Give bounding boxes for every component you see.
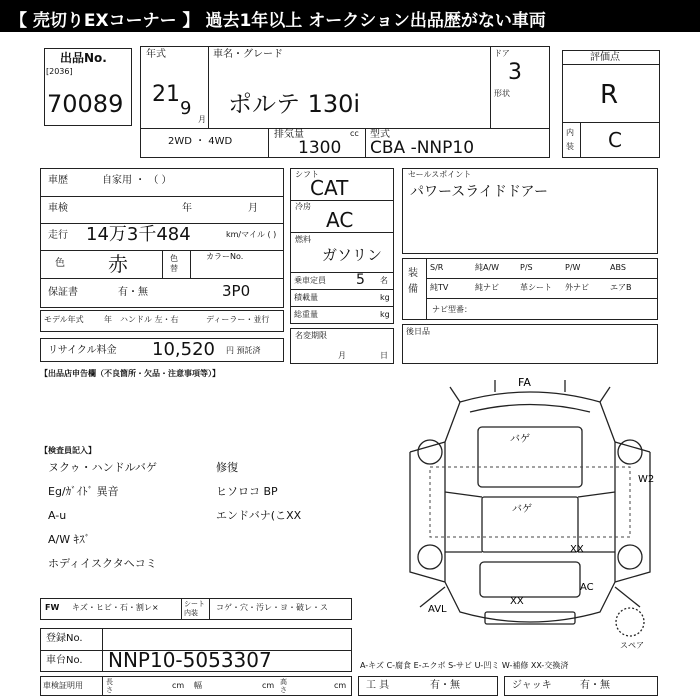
handle-value: ハンドル 左・右: [120, 315, 179, 324]
car-name-value: ポルテ 130i: [228, 90, 361, 118]
interior-label: 内装: [566, 128, 574, 151]
navi-label: ナビ型番：: [432, 305, 472, 314]
load-label: 積載量: [294, 293, 318, 302]
weight-label: 総重量: [294, 310, 318, 319]
auction-header: 【 売切りEXコーナー 】 過去1年以上 オークション出品歴がない車両: [0, 0, 700, 32]
sheet-detail: コゲ・穴・汚レ・ヨ・破レ・ス: [216, 603, 328, 612]
equipment-item: P/W: [565, 263, 581, 272]
registration-label: 登録No.: [46, 633, 83, 644]
car-diagram: [400, 372, 660, 660]
legend-text: A-キズ C-腐食 E-エクボ S-サビ U-凹ミ W-補修 XX-交換済: [360, 661, 569, 670]
equipment-item: S/R: [430, 263, 444, 272]
cert-width: 幅: [194, 681, 202, 690]
damage-mark: W2: [638, 474, 655, 485]
model-year-label: モデル年式: [44, 315, 84, 324]
jack-label: ジャッキ: [512, 680, 552, 691]
dealer-value: ディーラー・並行: [206, 315, 270, 324]
report-label: 【出品店申告欄（不良箇所・欠品・注意事項等）】: [40, 369, 220, 378]
inspector-note: ヒソロコ BP: [216, 485, 278, 498]
chassis-label: 車台No.: [46, 655, 83, 666]
year-label: 年式: [146, 49, 166, 60]
sheet-label: シート内装: [184, 600, 205, 617]
svg-text:FA: FA: [518, 376, 531, 389]
inspector-note: A-u: [48, 509, 67, 522]
model-label: 型式: [370, 129, 390, 140]
cert-height: 高さ: [280, 678, 287, 694]
name-change-label: 名変期限: [295, 331, 327, 340]
after-date-box: [402, 324, 658, 364]
fuel-value: ガソリン: [322, 246, 383, 264]
damage-mark: XX: [570, 544, 584, 555]
inspector-note: エンドバナ(こXX: [216, 509, 302, 522]
cert-unit-1: cm: [172, 681, 185, 690]
cert-unit-2: cm: [262, 681, 275, 690]
equipment-item: エアB: [610, 283, 632, 292]
sales-point-label: セールスポイント: [408, 170, 472, 179]
fw-detail: キズ・ヒビ・石・割レ×: [72, 603, 159, 612]
inspector-note: Eg/ｶﾞｲﾄﾞ 異音: [48, 485, 119, 498]
jack-value: 有・無: [580, 680, 610, 691]
lot-label: 出品No.: [60, 51, 107, 65]
equipment-label: 装備: [408, 268, 418, 295]
after-date-label: 後日品: [406, 327, 430, 336]
spare-label: スペア: [620, 641, 644, 650]
lot-number: 70089: [47, 90, 124, 118]
equipment-item: ABS: [610, 263, 626, 272]
damage-mark: AVL: [428, 604, 447, 615]
equipment-item: P/S: [520, 263, 533, 272]
lot-sub-code: [2036]: [46, 67, 73, 76]
equipment-item: 純TV: [430, 283, 449, 292]
inspector-note: A/W ｷｽﾞ: [48, 533, 91, 546]
recycle-unit: 円 預託済: [226, 346, 261, 355]
capacity-value: 5: [356, 272, 365, 288]
equipment-item: 外ナビ: [565, 283, 589, 292]
doors-label: ドア: [494, 49, 510, 58]
inspector-note: ヌクゥ・ハンドルバゲ: [48, 461, 157, 474]
damage-mark: バゲ: [510, 434, 530, 445]
displacement-unit: cc: [350, 129, 359, 138]
equipment-item: 純A/W: [475, 263, 500, 272]
damage-mark: バゲ: [512, 504, 532, 515]
color-value: 赤: [108, 252, 128, 276]
model-value: CBA -NNP10: [370, 138, 475, 158]
damage-mark: XX: [510, 596, 524, 607]
recycle-label: リサイクル料金: [48, 345, 117, 356]
doors-value: 3: [508, 60, 522, 85]
year-value: 21: [152, 82, 180, 107]
cert-length: 長さ: [106, 678, 113, 694]
year-month-unit: 月: [198, 115, 206, 124]
mileage-unit: km/マイル ( ): [226, 230, 277, 239]
sales-point-box: [402, 168, 658, 254]
name-change-month: 月: [338, 351, 346, 360]
shift-value: CAT: [310, 176, 349, 200]
equipment-item: 革シート: [520, 283, 552, 292]
interior-value: C: [608, 128, 622, 152]
fw-label: FW: [45, 603, 60, 612]
sales-point-value: パワースライドドアー: [410, 184, 549, 200]
warranty-value: 有・無: [118, 287, 148, 298]
aircon-value: AC: [326, 208, 354, 232]
weight-unit: kg: [380, 310, 390, 319]
displacement-value: 1300: [298, 138, 342, 158]
damage-mark: AC: [580, 582, 594, 593]
shift-label: シフト: [295, 170, 319, 179]
inspector-note: ホディイスクタヘコミ: [48, 557, 157, 570]
capacity-unit: 名: [380, 276, 388, 285]
inspector-note: 修復: [216, 461, 238, 474]
mileage-value: 14万3千484: [86, 224, 191, 245]
year-month: 9: [180, 98, 192, 119]
mileage-label: 走行: [48, 230, 68, 241]
name-change-day: 日: [380, 351, 388, 360]
model-year-unit: 年: [104, 315, 112, 324]
inspection-month-unit: 月: [248, 203, 258, 214]
load-unit: kg: [380, 293, 390, 302]
capacity-label: 乗車定員: [294, 276, 326, 285]
chassis-value: NNP10-5053307: [108, 648, 272, 672]
equipment-item: 純ナビ: [475, 283, 499, 292]
history-label: 車歴: [48, 175, 68, 186]
shape-label: 形状: [494, 89, 510, 98]
aircon-label: 冷房: [295, 202, 311, 211]
tools-label: 工 具: [366, 680, 390, 691]
warranty-label: 保証書: [48, 287, 78, 298]
color-no-label: カラーNo.: [206, 252, 244, 261]
car-name-label: 車名・グレード: [213, 49, 283, 60]
inspection-year-unit: 年: [182, 203, 192, 214]
fuel-label: 燃料: [295, 235, 311, 244]
tools-value: 有・無: [430, 680, 460, 691]
displacement-label: 排気量: [274, 129, 304, 140]
cert-label: 車検証明用: [43, 681, 83, 690]
inspector-label: 【検査員記入】: [40, 446, 96, 455]
color-no-value: 3P0: [222, 282, 251, 300]
color-changed-label: 色替: [170, 254, 178, 273]
fa-mark: [518, 376, 531, 389]
score-label: 評価点: [590, 52, 620, 63]
color-label: 色: [55, 258, 65, 269]
recycle-value: 10,520: [152, 339, 215, 360]
score-value: R: [600, 80, 619, 110]
history-value: 自家用 ・ （ ）: [102, 175, 172, 186]
drive-label: 2WD ・ 4WD: [168, 136, 233, 147]
cert-unit-3: cm: [334, 681, 347, 690]
inspection-label: 車検: [48, 203, 68, 214]
